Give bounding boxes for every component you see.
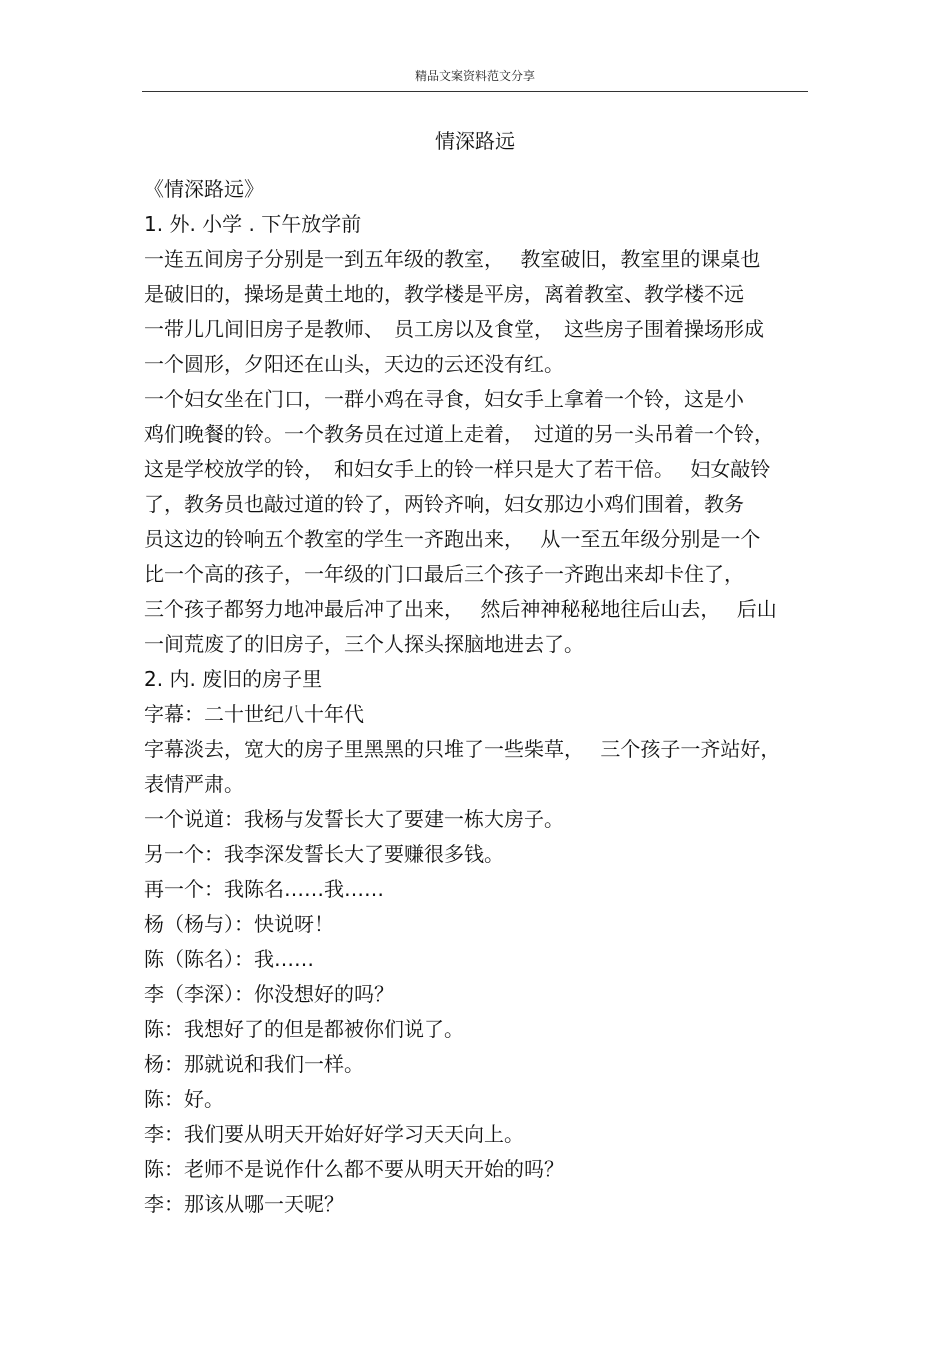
dialogue-line: 另一个：我李深发誓长大了要赚很多钱。: [144, 842, 504, 866]
text-line: 《情深路远》: [144, 177, 264, 201]
dialogue-line: 李：我们要从明天开始好好学习天天向上。: [144, 1122, 524, 1146]
dialogue-line: 杨：那就说和我们一样。: [144, 1052, 364, 1076]
scene-heading: 2. 内. 废旧的房子里: [144, 667, 323, 691]
dialogue-line: 一个说道：我杨与发誓长大了要建一栋大房子。: [144, 807, 564, 831]
scene-heading: 1. 外. 小学 . 下午放学前: [144, 212, 362, 236]
text-line: 一个圆形，夕阳还在山头，天边的云还没有红。: [144, 352, 564, 376]
dialogue-line: 陈：好。: [144, 1087, 224, 1111]
text-line: 表情严肃。: [144, 772, 244, 796]
dialogue-line: 杨（杨与）：快说呀！: [144, 912, 334, 936]
header-divider: [142, 91, 808, 92]
dialogue-line: 李（李深）：你没想好的吗？: [144, 982, 394, 1006]
dialogue-line: 陈：老师不是说作什么都不要从明天开始的吗？: [144, 1157, 564, 1181]
text-line: 一个妇女坐在门口，一群小鸡在寻食，妇女手上拿着一个铃，这是小: [144, 387, 744, 411]
document-body: [144, 172, 812, 1222]
text-line: 鸡们晚餐的铃。一个教务员在过道上走着， 过道的另一头吊着一个铃，: [144, 422, 774, 446]
text-line: 字幕：二十世纪八十年代: [144, 702, 364, 726]
text-line: 了，教务员也敲过道的铃了，两铃齐响，妇女那边小鸡们围着，教务: [144, 492, 744, 516]
text-line: 三个孩子都努力地冲最后冲了出来， 然后神神秘秘地往后山去， 后山: [144, 597, 777, 621]
text-line: 这是学校放学的铃， 和妇女手上的铃一样只是大了若干倍。 妇女敲铃: [144, 457, 771, 481]
dialogue-line: 陈（陈名）：我……: [144, 947, 314, 971]
text-line: 是破旧的，操场是黄土地的，教学楼是平房，离着教室、教学楼不远: [144, 282, 744, 306]
text-line: 比一个高的孩子，一年级的门口最后三个孩子一齐跑出来却卡住了，: [144, 562, 744, 586]
document-title: 情深路远: [435, 129, 515, 153]
dialogue-line: 李：那该从哪一天呢？: [144, 1192, 344, 1216]
text-line: 字幕淡去，宽大的房子里黑黑的只堆了一些柴草， 三个孩子一齐站好，: [144, 737, 781, 761]
dialogue-line: 再一个：我陈名……我……: [144, 877, 384, 901]
page-header: 精品文案资料范文分享: [414, 69, 535, 83]
dialogue-line: 陈：我想好了的但是都被你们说了。: [144, 1017, 464, 1041]
text-line: 员这边的铃响五个教室的学生一齐跑出来， 从一至五年级分别是一个: [144, 527, 761, 551]
text-line: 一带儿几间旧房子是教师、 员工房以及食堂， 这些房子围着操场形成: [144, 317, 764, 341]
text-line: 一间荒废了的旧房子，三个人探头探脑地进去了。: [144, 632, 584, 656]
text-line: 一连五间房子分别是一到五年级的教室， 教室破旧，教室里的课桌也: [144, 247, 761, 271]
